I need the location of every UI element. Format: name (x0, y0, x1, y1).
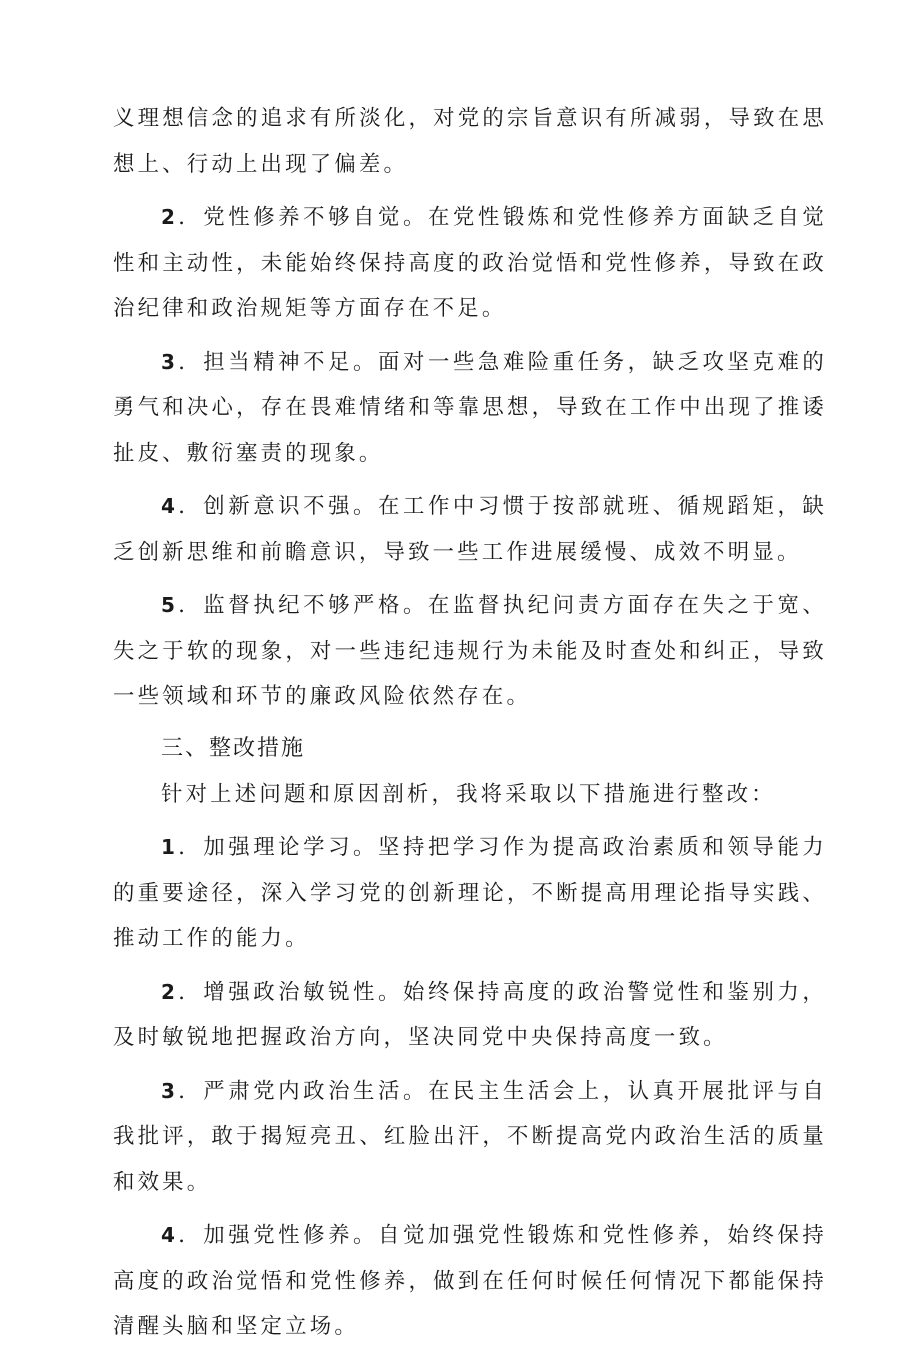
item-text: ．加强党性修养。自觉加强党性锻炼和党性修养，始终保持高度的政治觉悟和党性修养，做到在任何时候任何情况下都能保持清醒头脑和坚定立场。 (113, 1223, 827, 1339)
item-text: ．增强政治敏锐性。始终保持高度的政治警觉性和鉴别力，及时敏锐地把握政治方向，坚决同党中央保持高度一致。 (113, 979, 827, 1050)
item-number: 4 (161, 1223, 176, 1247)
item-text: ．加强理论学习。坚持把学习作为提高政治素质和领导能力的重要途径，深入学习党的创新理论，不断提高用理论指导实践、推动工作的能力。 (113, 835, 827, 951)
item-number: 5 (161, 593, 176, 617)
measure-item (113, 970, 827, 1061)
cause-item (113, 583, 827, 720)
measure-item (113, 825, 827, 962)
item-number: 1 (161, 835, 176, 859)
cause-item (113, 195, 827, 332)
document-page (113, 96, 827, 1350)
item-text: ．党性修养不够自觉。在党性锻炼和党性修养方面缺乏自觉性和主动性，未能始终保持高度的政治觉悟和党性修养，导致在政治纪律和政治规矩等方面存在不足。 (113, 205, 827, 321)
item-number: 3 (161, 349, 176, 374)
item-text: ．监督执纪不够严格。在监督执纪问责方面存在失之于宽、失之于软的现象，对一些违纪违规行为未能及时查处和纠正，导致一些领域和环节的廉政风险依然存在。 (113, 593, 827, 709)
cause-item (113, 340, 827, 477)
item-number: 3 (161, 1078, 176, 1103)
measure-item (113, 1069, 827, 1206)
measure-item (113, 1213, 827, 1350)
item-text: ．担当精神不足。面对一些急难险重任务，缺乏攻坚克难的勇气和决心，存在畏难情绪和等靠思想，导致在工作中出现了推诿扯皮、敷衍塞责的现象。 (113, 349, 827, 466)
item-number: 2 (161, 979, 176, 1004)
item-text: ．严肃党内政治生活。在民主生活会上，认真开展批评与自我批评，敢于揭短亮丑、红脸出汗，不断提高党内政治生活的质量和效果。 (113, 1078, 827, 1195)
item-number: 2 (161, 205, 176, 229)
item-text: ．创新意识不强。在工作中习惯于按部就班、循规蹈矩，缺乏创新思维和前瞻意识，导致一些工作进展缓慢、成效不明显。 (113, 494, 827, 565)
cause-item (113, 484, 827, 575)
item-number: 4 (161, 494, 176, 518)
continuation-paragraph: 义理想信念的追求有所淡化，对党的宗旨意识有所减弱，导致在思想上、行动上出现了偏差。 (113, 106, 827, 177)
section-heading: 三、整改措施 (161, 735, 306, 761)
section-intro: 针对上述问题和原因剖析，我将采取以下措施进行整改： (161, 781, 776, 807)
